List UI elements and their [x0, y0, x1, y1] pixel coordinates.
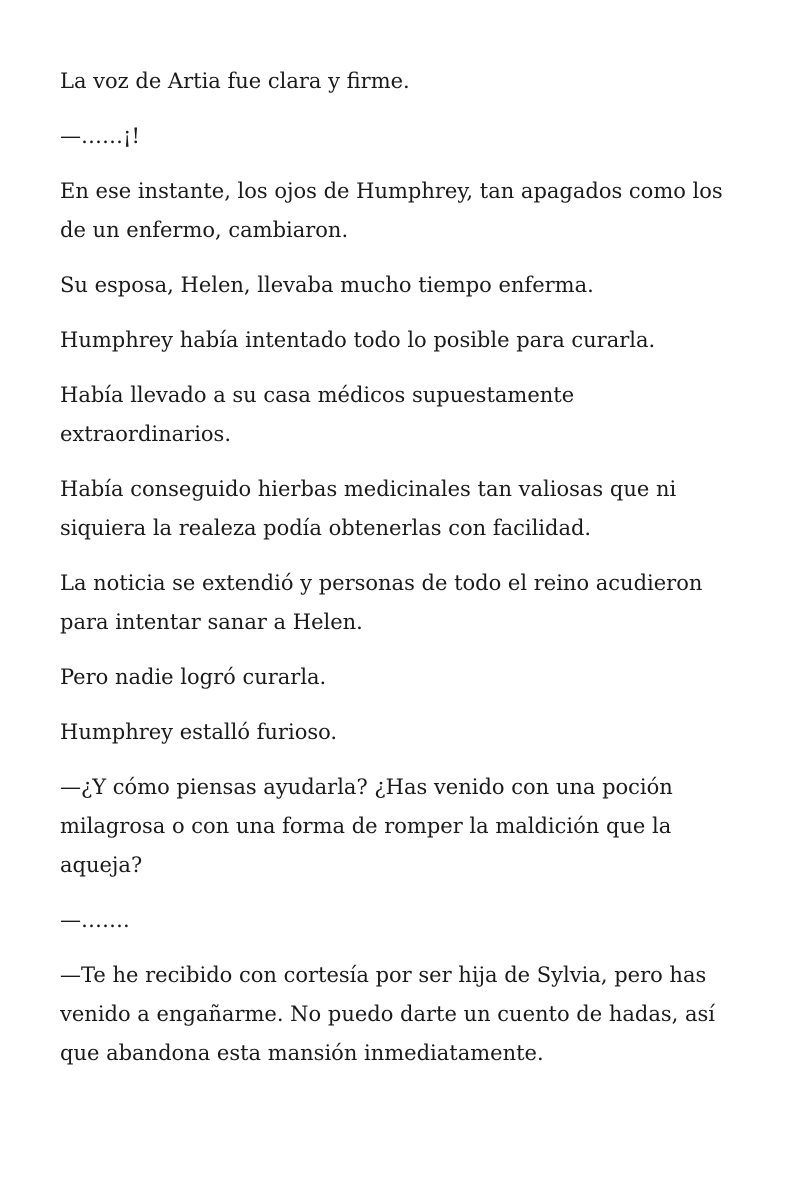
paragraph-9: Pero nadie logró curarla.: [60, 665, 327, 689]
paragraph-8: La noticia se extendió y personas de todo el reino acudieron para intentar sanar a Helen.: [60, 571, 703, 634]
paragraph-12: —…….: [60, 908, 130, 932]
paragraph-7: Había conseguido hierbas medicinales tan valiosas que ni siquiera la realeza podía obtenerlas con facilidad.: [60, 477, 677, 540]
paragraph-6: Había llevado a su casa médicos supuestamente extraordinarios.: [60, 383, 575, 446]
paragraph-3: En ese instante, los ojos de Humphrey, tan apagados como los de un enfermo, cambiaron.: [60, 179, 723, 242]
document-page: [60, 62, 750, 1089]
paragraph-13: —Te he recibido con cortesía por ser hija de Sylvia, pero has venido a engañarme. No puedo darte un cuento de hadas, así que abandona esta mansión inmediatamente.: [60, 963, 715, 1065]
paragraph-2: —……¡!: [60, 124, 140, 148]
paragraph-5: Humphrey había intentado todo lo posible para curarla.: [60, 328, 656, 352]
paragraph-1: La voz de Artia fue clara y firme.: [60, 69, 410, 93]
paragraph-4: Su esposa, Helen, llevaba mucho tiempo enferma.: [60, 273, 594, 297]
paragraph-11: —¿Y cómo piensas ayudarla? ¿Has venido con una poción milagrosa o con una forma de romper la maldición que la aqueja?: [60, 775, 673, 877]
paragraph-10: Humphrey estalló furioso.: [60, 720, 338, 744]
